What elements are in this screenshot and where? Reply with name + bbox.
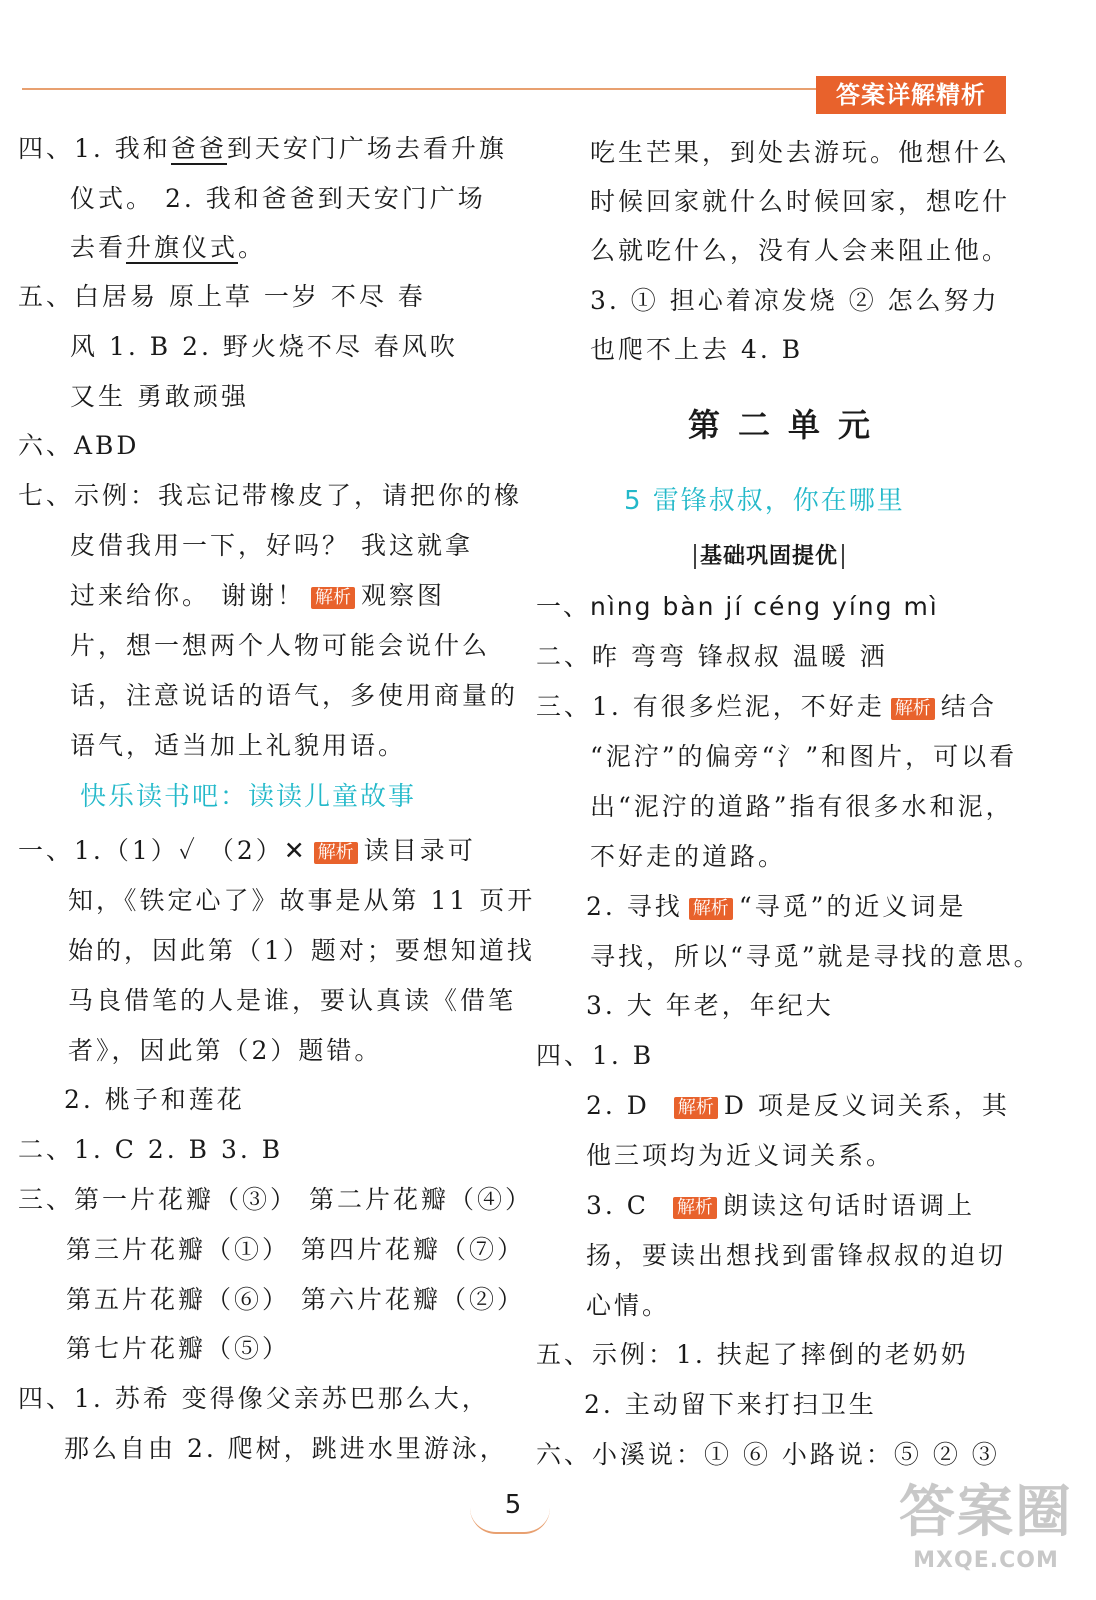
text-line: 去看升旗仪式。 (70, 233, 267, 262)
text-line: 也爬不上去 4. B (590, 335, 804, 364)
text-line: 五、白居易 原上草 一岁 不尽 春 (18, 282, 426, 311)
text-line: 不好走的道路。 (590, 842, 787, 871)
text-line: 一、nìng bàn jí céng yíng mì (536, 592, 939, 621)
analysis-tag: 解析 (311, 587, 355, 609)
text-line: 那么自由 2. 爬树，跳进水里游泳， (64, 1434, 508, 1463)
text-line: 语气，适当加上礼貌用语。 (70, 731, 407, 760)
page-number: 5 (504, 1490, 522, 1520)
text-line: 出“泥泞的道路”指有很多水和泥， (590, 792, 1014, 821)
analysis-tag: 解析 (314, 842, 358, 864)
text-line: 3. C 解析 朗读这句话时语调上 (586, 1191, 975, 1220)
text-line: 第五片花瓣（⑥） 第六片花瓣（②） (66, 1285, 525, 1314)
text-line: 第三片花瓣（①） 第四片花瓣（⑦） (66, 1235, 525, 1264)
text-line: 六、小溪说：① ⑥ 小路说：⑤ ② ③ (536, 1440, 1000, 1469)
text-line: 马良借笔的人是谁，要认真读《借笔 (68, 986, 517, 1015)
analysis-tag: 解析 (673, 1197, 717, 1219)
text-line: 片，想一想两个人物可能会说什么 (70, 631, 491, 660)
text-line: 2. 寻找 解析 “寻觅”的近义词是 (586, 892, 967, 921)
analysis-tag: 解析 (674, 1097, 718, 1119)
lesson-title: 5 雷锋叔叔，你在哪里 (624, 486, 905, 516)
text-line: 四、1. B (536, 1041, 655, 1070)
text-line: 七、示例：我忘记带橡皮了，请把你的橡 (18, 481, 523, 510)
text-line: 四、1. 苏希 变得像父亲苏巴那么大， (18, 1384, 490, 1413)
text-line: 他三项均为近义词关系。 (586, 1141, 895, 1170)
text-line: 心情。 (586, 1291, 671, 1320)
text-line: 仪式。 2. 我和爸爸到天安门广场 (70, 184, 486, 213)
text-line: 2. 桃子和莲花 (64, 1085, 245, 1114)
text-line: 始的，因此第（1）题对；要想知道找 (68, 936, 535, 965)
text-line: 吃生芒果，到处去游玩。他想什么 (590, 138, 1011, 167)
text-line: 三、第一片花瓣（③） 第二片花瓣（④） (18, 1185, 533, 1214)
text-line: 2. D 解析 D 项是反义词关系，其 (586, 1091, 1010, 1120)
text-line: 寻找，所以“寻觅”就是寻找的意思。 (590, 942, 1042, 971)
text-line: 二、1. C 2. B 3. B (18, 1135, 284, 1164)
text-line: 么就吃什么，没有人会来阻止他。 (590, 236, 1011, 265)
text-line: 又生 勇敢顽强 (70, 382, 249, 411)
text-line: 2. 主动留下来打扫卫生 (584, 1390, 877, 1419)
header-rule (22, 88, 822, 90)
analysis-tag: 解析 (891, 698, 935, 720)
watermark-text: 答案圈 (899, 1480, 1073, 1545)
watermark-url: MXQE.COM (913, 1548, 1059, 1573)
text-line: 第七片花瓣（⑤） (66, 1334, 291, 1363)
analysis-tag: 解析 (689, 898, 733, 920)
text-line: 3. 大 年老，年纪大 (586, 991, 834, 1020)
text-line: 者》，因此第（2）题错。 (68, 1036, 383, 1065)
unit-title: 第二单元 (688, 406, 889, 444)
watermark-logo (896, 1478, 1076, 1588)
text-line: 3. ① 担心着凉发烧 ② 怎么努力 (590, 286, 1000, 315)
section-heading: 快乐读书吧：读读儿童故事 (80, 782, 417, 812)
text-line: 风 1. B 2. 野火烧不尽 春风吹 (70, 332, 458, 361)
text-line: “泥泞”的偏旁“氵”和图片，可以看 (590, 742, 1018, 771)
text-line: 时候回家就什么时候回家，想吃什 (590, 187, 1011, 216)
text-line: 皮借我用一下，好吗？ 我这就拿 (70, 531, 473, 560)
text-line: 四、1. 我和爸爸到天安门广场去看升旗 (18, 134, 507, 163)
header-badge: 答案详解精析 (816, 76, 1006, 114)
text-line: 扬，要读出想找到雷锋叔叔的迫切 (586, 1241, 1007, 1270)
text-line: 三、1. 有很多烂泥，不好走 解析 结合 (536, 692, 997, 721)
text-line: 过来给你。 谢谢！ 解析 观察图 (70, 581, 445, 610)
text-line: 五、示例：1. 扶起了摔倒的老奶奶 (536, 1340, 969, 1369)
subsection-title: 基础巩固提优 (694, 530, 844, 582)
text-line: 二、昨 弯弯 锋叔叔 温暖 洒 (536, 642, 888, 671)
text-line: 知，《铁定心了》故事是从第 11 页开 (68, 886, 536, 915)
text-line: 六、ABD (18, 431, 140, 460)
text-line: 话，注意说话的语气，多使用商量的 (70, 681, 519, 710)
text-line: 一、1.（1）✓ （2）✕ 解析 读目录可 (18, 836, 476, 865)
